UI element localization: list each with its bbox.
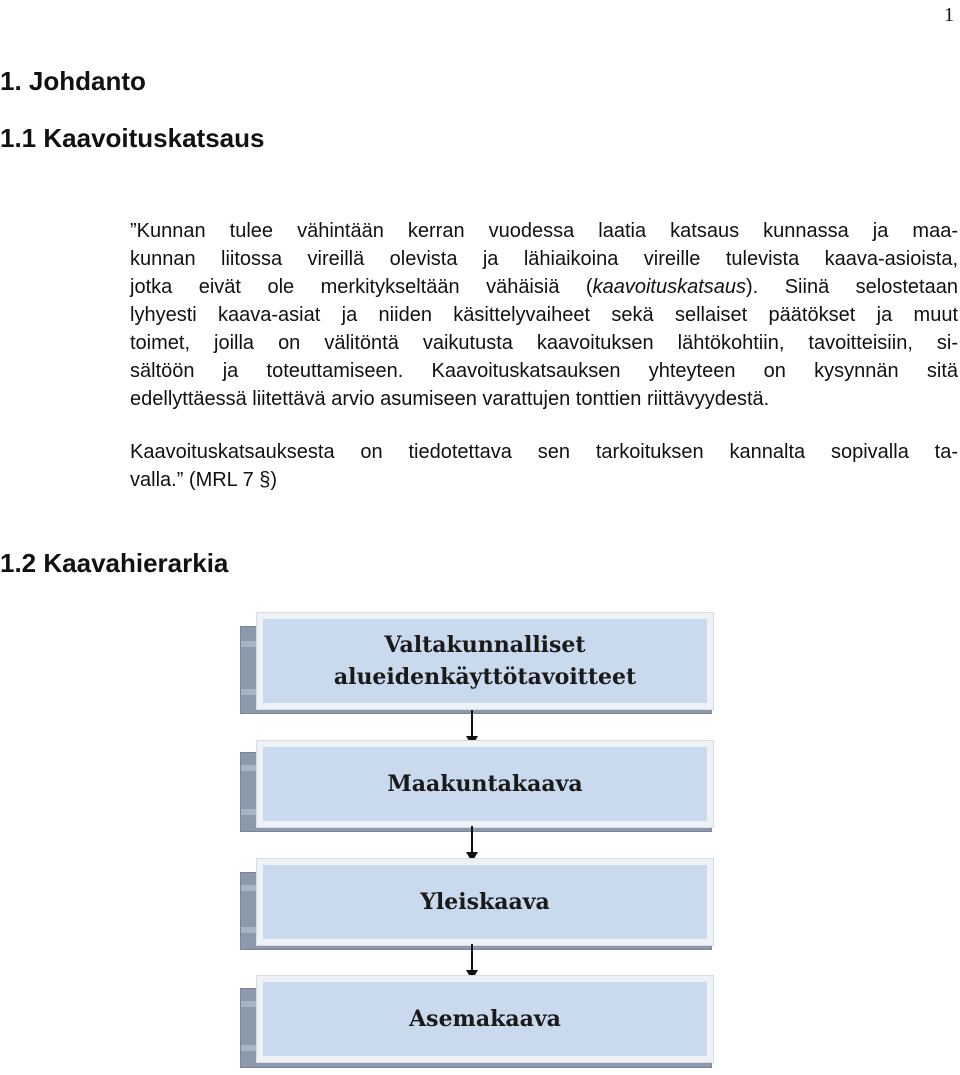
italic-term: kaavoituskatsaus	[592, 276, 747, 298]
hierarchy-box-master	[256, 858, 714, 946]
hierarchy-box-detailed	[256, 975, 714, 1063]
hierarchy-label: Asemakaava	[263, 982, 707, 1056]
section-heading-kaavoituskatsaus: 1.1 Kaavoituskatsaus	[0, 123, 265, 153]
hierarchy-box-national	[256, 612, 714, 710]
section-heading-kaavahierarkia: 1.2 Kaavahierarkia	[0, 548, 229, 578]
page-number: 1	[944, 4, 954, 26]
paragraph-text: ). Siinä selostetaan	[746, 276, 958, 298]
paragraph-line: sältöön ja toteuttamiseen. Kaavoituskatsauksen yhteyteen on kysynnän sitä	[130, 360, 958, 382]
paragraph-text: jotka eivät ole merkitykseltään vähäisiä (	[130, 276, 593, 298]
hierarchy-label: Yleiskaava	[263, 865, 707, 939]
paragraph-line: toimet, joilla on välitöntä vaikutusta kaavoituksen lähtökohtiin, tavoitteisiin, si-	[130, 332, 958, 354]
paragraph-line: ”Kunnan tulee vähintään kerran vuodessa laatia katsaus kunnassa ja maa-	[130, 220, 958, 242]
chapter-heading: 1. Johdanto	[0, 66, 146, 96]
hierarchy-box-regional	[256, 740, 714, 828]
hierarchy-label: Valtakunnalliset alueidenkäyttötavoitteet	[263, 619, 707, 703]
paragraph-line: kunnan liitossa vireillä olevista ja lähiaikoina vireille tulevista kaava-asioista,	[130, 248, 958, 270]
hierarchy-label: Maakuntakaava	[263, 747, 707, 821]
paragraph-line: lyhyesti kaava-asiat ja niiden käsittelyvaiheet sekä sellaiset päätökset ja muut	[130, 304, 958, 326]
down-arrow-icon	[466, 826, 478, 862]
paragraph-line: edellyttäessä liitettävä arvio asumiseen varattujen tonttien riittävyydestä.	[130, 388, 770, 410]
quote-paragraph	[130, 217, 958, 413]
paragraph-line: Kaavoituskatsauksesta on tiedotettava sen tarkoituksen kannalta sopivalla ta-	[130, 441, 958, 463]
paragraph-line	[130, 273, 958, 301]
quote-paragraph-2	[130, 438, 958, 494]
paragraph-line: valla.” (MRL 7 §)	[130, 469, 278, 491]
